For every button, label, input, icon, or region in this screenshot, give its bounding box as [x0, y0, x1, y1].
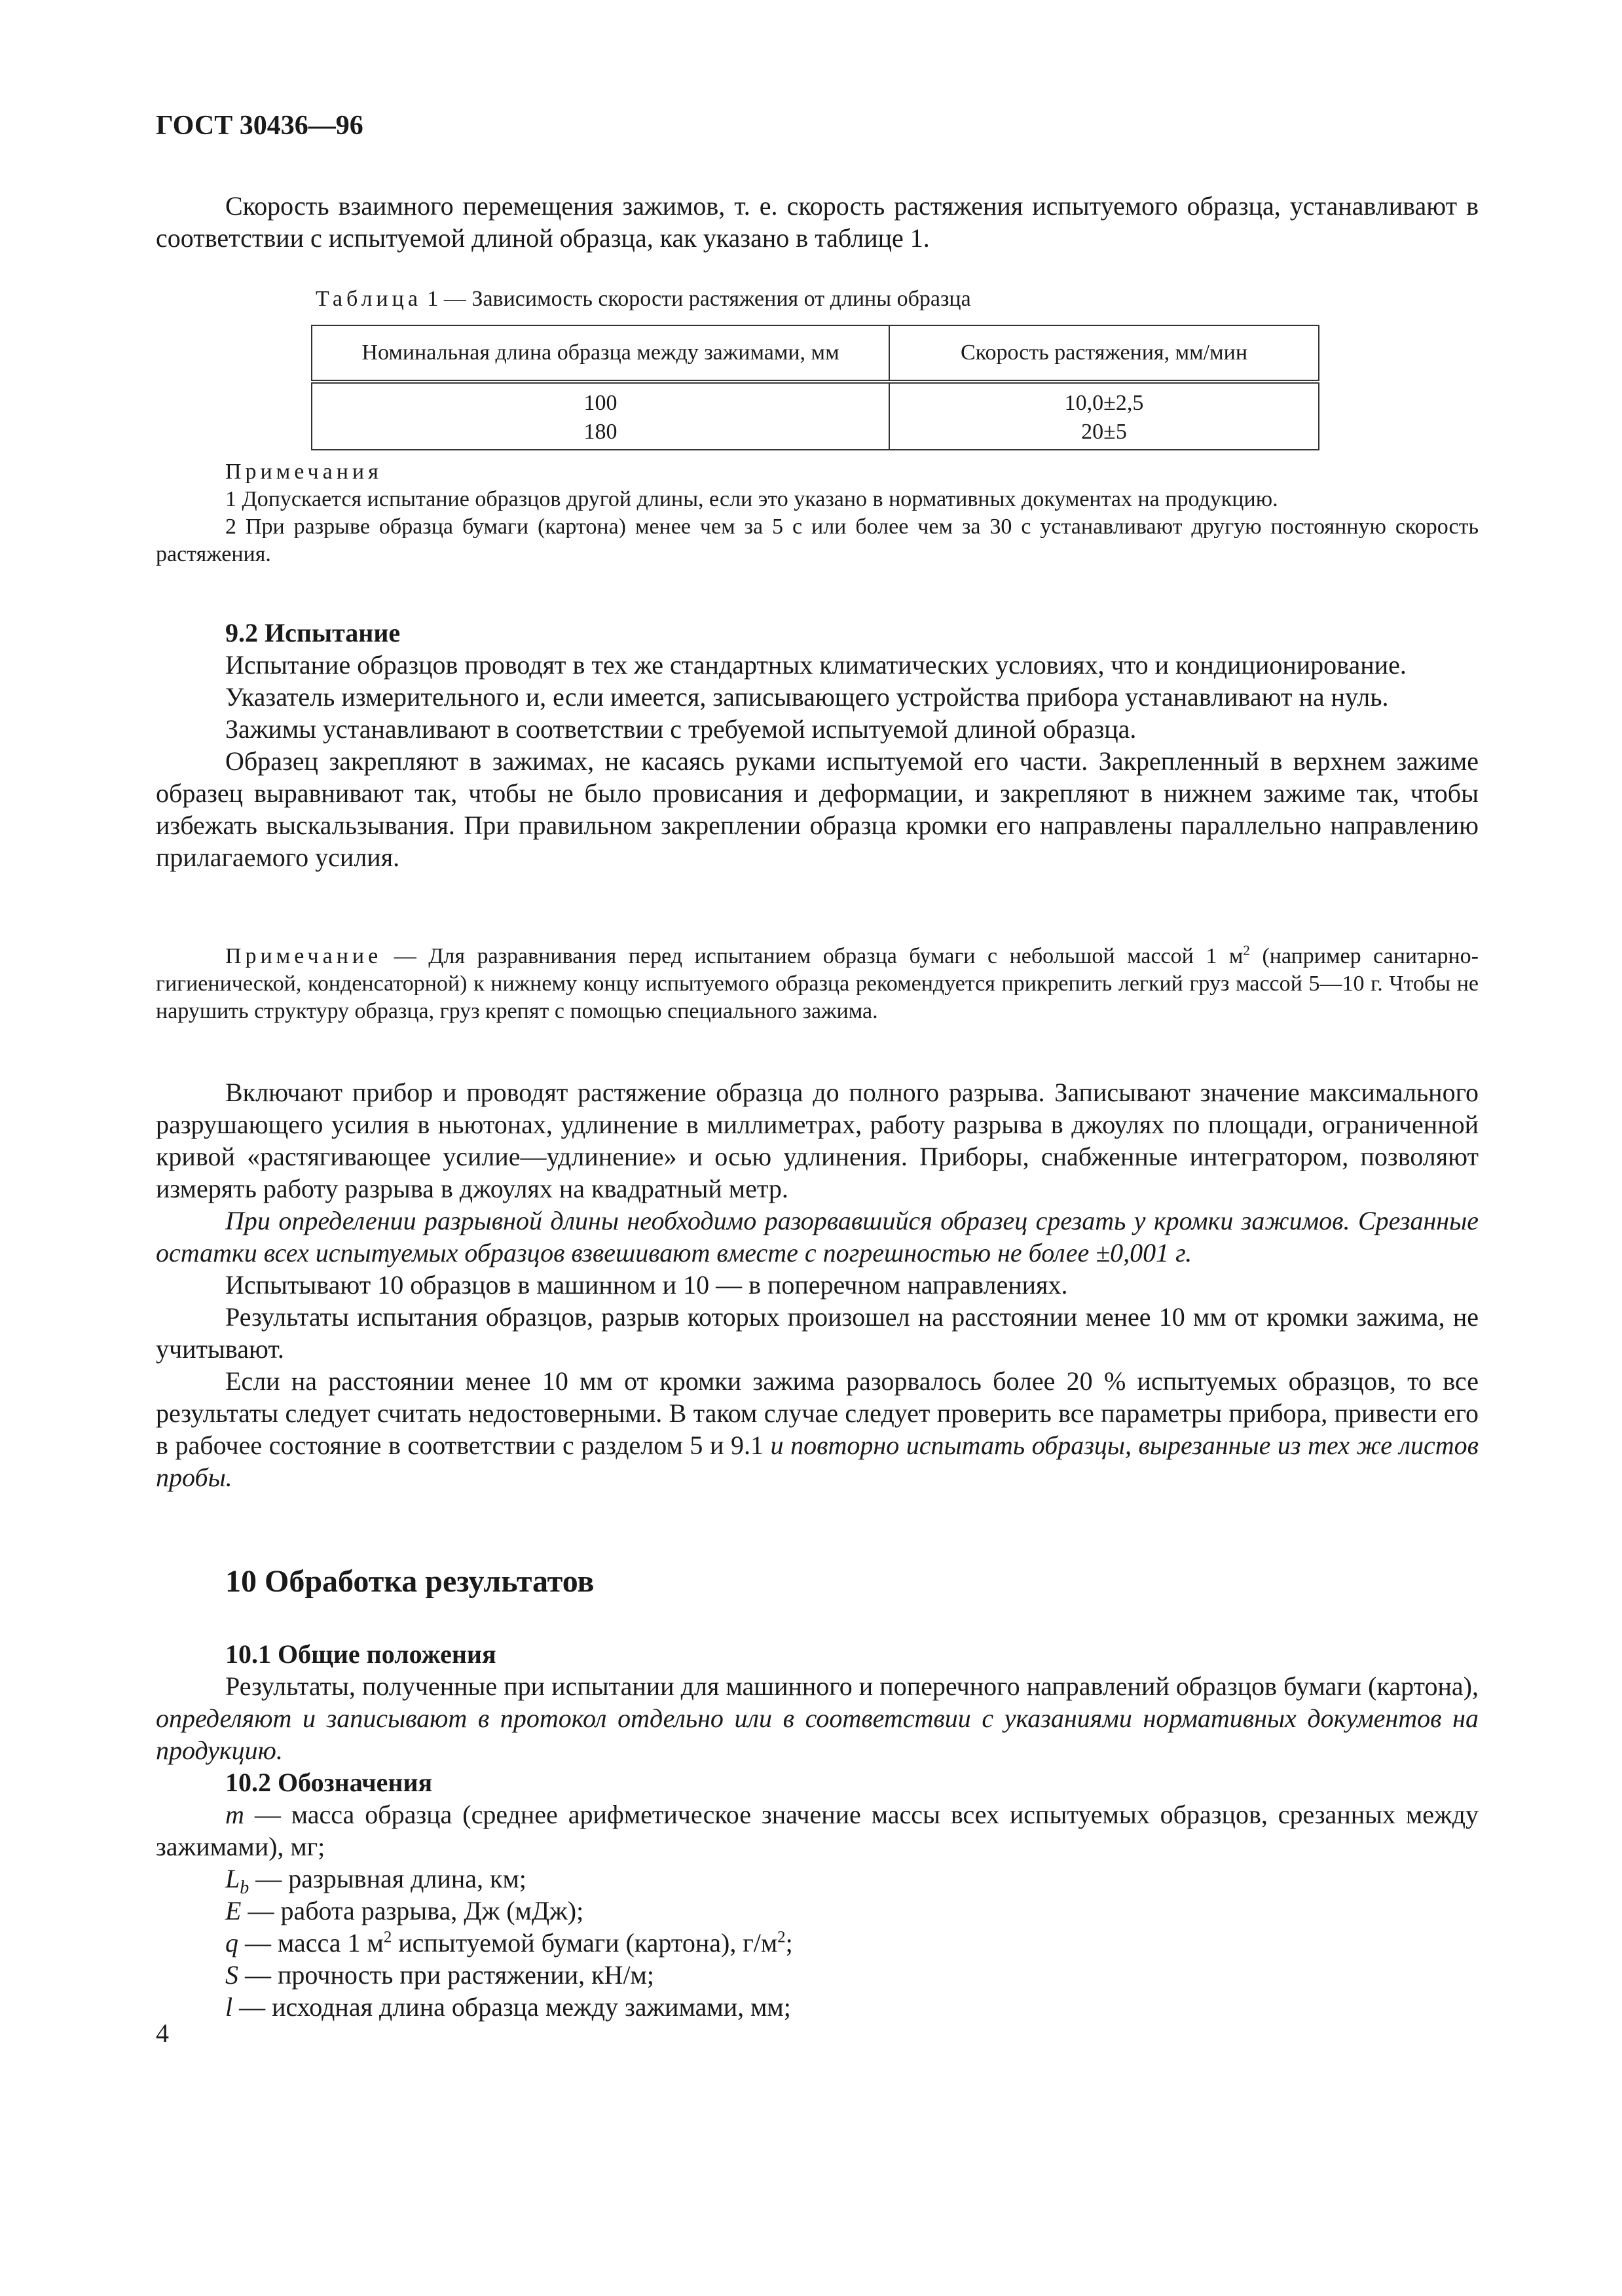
- symbol-l: l: [225, 1992, 233, 2022]
- symbol-m-definition: [156, 1798, 1479, 1863]
- symbol-q-definition: [156, 1927, 1479, 1959]
- symbol-lb-definition: [156, 1863, 1479, 1898]
- intro-paragraph-block: [156, 190, 1479, 254]
- section-10: [156, 1638, 1479, 2023]
- note-text-a: — Для разравнивания перед испытанием образца бумаги с небольшой массой 1 м: [382, 944, 1244, 968]
- length-value: 100: [583, 391, 617, 415]
- length-value: 180: [583, 420, 617, 444]
- section-9-2-p4: Образец закрепляют в зажимах, не касаясь руками испытуемой его части. Закрепленный в верхнем зажиме образец выравнивают так, чтобы не было провисания и деформации, и закрепляют в нижнем зажиме так, чтобы избежать выскальзывания. При правильном закреплении образца кромки его направлены параллельно направлению прилагаемого усилия.: [156, 746, 1479, 872]
- notes-heading: Примечания: [225, 460, 382, 484]
- note-label: Примечание: [225, 944, 382, 968]
- symbol-q-text-a: — масса 1 м: [238, 1928, 384, 1958]
- section-9-2-continued: [156, 1076, 1479, 1493]
- section-9-2-title: 9.2 Испытание: [225, 618, 401, 647]
- symbol-l-text: — исходная длина образца между зажимами, мм;: [232, 1992, 791, 2022]
- symbol-e: E: [225, 1896, 242, 1925]
- table-header-speed: Скорость растяжения, мм/мин: [889, 325, 1319, 382]
- note-paragraph: [156, 943, 1479, 1025]
- symbol-q-sup-2: 2: [777, 1928, 786, 1946]
- section-9-2: [156, 617, 1479, 873]
- symbol-q-text-c: ;: [785, 1928, 793, 1958]
- symbol-m-text: — масса образца (среднее арифметическое значение массы всех испытуемых образцов, срезанных между зажимами), мг;: [156, 1800, 1479, 1861]
- table-notes: [156, 458, 1479, 568]
- symbol-e-definition: [156, 1895, 1479, 1927]
- section-9-2-p1: Испытание образцов проводят в тех же стандартных климатических условиях, что и кондиционирование.: [225, 650, 1407, 680]
- section-9-2-p9-text: Если на расстоянии менее 10 мм от кромки зажима разорвалось более 20 % испытуемых образцов, то все результаты следует считать недостоверными. В таком случае следует проверить все параметры прибора, привести его в рабочее состояние в соответствии с разделом 5 и 9.1: [156, 1366, 1479, 1460]
- table-header-length: Номинальная длина образца между зажимами, мм: [312, 325, 889, 382]
- symbol-m: m: [225, 1800, 244, 1829]
- symbol-s-text: — прочность при растяжении, кН/м;: [238, 1960, 654, 1990]
- standard-header: ГОСТ 30436—96: [156, 111, 363, 141]
- table-caption-text: 1 — Зависимость скорости растяжения от длины образца: [421, 287, 971, 311]
- symbol-q-text-b: испытуемой бумаги (картона), г/м: [392, 1928, 778, 1958]
- table-header-row: [312, 325, 1319, 382]
- table-caption-word: Таблица: [316, 287, 422, 311]
- section-9-2-p7: Испытывают 10 образцов в машинном и 10 — в поперечном направлениях.: [225, 1270, 1068, 1300]
- symbol-lb: L: [225, 1864, 240, 1893]
- section-9-2-p9: [156, 1365, 1479, 1493]
- table-cell-lengths: [312, 382, 889, 450]
- speed-value: 20±5: [1081, 420, 1127, 444]
- symbol-s: S: [225, 1960, 238, 1990]
- section-10-title: 10 Обработка результатов: [225, 1564, 595, 1599]
- section-10-1-italic: определяют и записывают в протокол отдельно или в соответствии с указаниями нормативных документов на продукцию.: [156, 1704, 1479, 1765]
- table-cell-speeds: [889, 382, 1319, 450]
- section-10-1-title: 10.1 Общие положения: [225, 1639, 496, 1669]
- note-2: 2 При разрыве образца бумаги (картона) менее чем за 5 с или более чем за 30 с устанавливают другую постоянную скорость растяжения.: [156, 515, 1479, 566]
- section-9-2-note: [156, 943, 1479, 1025]
- section-9-2-p5: Включают прибор и проводят растяжение образца до полного разрыва. Записывают значение максимального разрушающего усилия в ньютонах, удлинение в миллиметрах, работу разрыва в джоулях по площади, ограниченной кривой «растягивающее усилие—удлинение» и осью удлинения. Приборы, снабженные интегратором, позволяют измерять работу разрыва в джоулях на квадратный метр.: [156, 1078, 1479, 1203]
- section-10-1-text: Результаты, полученные при испытании для машинного и поперечного направлений образцов бумаги (картона),: [225, 1671, 1479, 1701]
- section-9-2-p3: Зажимы устанавливают в соответствии с требуемой испытуемой длиной образца.: [225, 714, 1137, 744]
- table-caption: [316, 287, 971, 312]
- intro-paragraph: Скорость взаимного перемещения зажимов, т. е. скорость растяжения испытуемого образца, устанавливают в соответствии с испытуемой длиной образца, как указано в таблице 1.: [156, 191, 1479, 253]
- symbol-lb-text: — разрывная длина, км;: [249, 1864, 526, 1893]
- section-10-1-paragraph: [156, 1670, 1479, 1766]
- symbol-s-definition: [156, 1959, 1479, 1991]
- symbol-e-text: — работа разрыва, Дж (мДж);: [241, 1896, 584, 1925]
- section-9-2-p2: Указатель измерительного и, если имеется, записывающего устройства прибора устанавливают на нуль.: [225, 682, 1389, 712]
- note-text-b: (например санитарно-гигиенической, конденсаторной) к нижнему концу испытуемого образца рекомендуется прикрепить легкий груз массой 5—10 г. Чтобы не нарушить структуру образца, груз крепят с помощью специального зажима.: [156, 944, 1479, 1023]
- section-10-2-title: 10.2 Обозначения: [225, 1768, 433, 1797]
- page-number: 4: [156, 2018, 169, 2048]
- speed-value: 10,0±2,5: [1064, 391, 1144, 415]
- section-9-2-p6: При определении разрывной длины необходимо разорвавшийся образец срезать у кромки зажимов. Срезанные остатки всех испытуемых образцов взвешивают вместе с погрешностью не более ±0,001 г.: [156, 1206, 1479, 1267]
- table-body-row: [312, 382, 1319, 450]
- symbol-l-definition: [156, 1991, 1479, 2023]
- section-9-2-p9-italic: и повторно испытать образцы, вырезанные из тех же листов пробы.: [156, 1430, 1479, 1492]
- section-9-2-p8: Результаты испытания образцов, разрыв которых произошел на расстоянии менее 10 мм от кромки зажима, не учитывают.: [156, 1302, 1479, 1364]
- symbol-lb-subscript: b: [240, 1878, 249, 1898]
- symbol-q: q: [225, 1928, 238, 1958]
- note-1: 1 Допускается испытание образцов другой длины, если это указано в нормативных документах на продукцию.: [225, 487, 1278, 511]
- speed-table: [311, 325, 1319, 450]
- note-superscript: 2: [1243, 942, 1250, 958]
- symbol-q-sup-1: 2: [383, 1928, 392, 1946]
